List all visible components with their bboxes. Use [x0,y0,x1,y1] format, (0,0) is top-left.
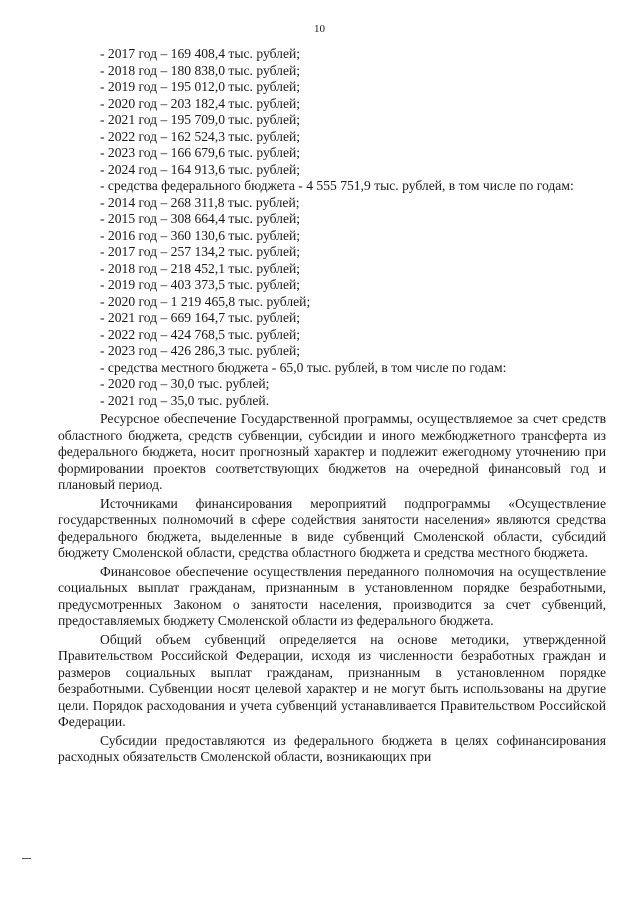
list-item: - 2020 год – 30,0 тыс. рублей; [100,376,270,391]
list-item: - 2019 год – 403 373,5 тыс. рублей; [100,277,301,292]
list-item: - 2014 год – 268 311,8 тыс. рублей; [100,194,300,210]
local-budget-intro: - средства местного бюджета - 65,0 тыс. рублей, в том числе по годам: [100,359,507,375]
list-item: - 2016 год – 360 130,6 тыс. рублей; [100,227,301,243]
paragraph-funding-sources: Источниками финансирования мероприятий подпрограммы «Осуществление государственных полномочий в сфере содействия занятости населения» являются средства федерального бюджета, выделенные в виде субвенций Смоленской области, субсидий бюджету Смоленской области, средства областного бюджета и средства местного бюджета. [58,495,606,560]
paragraph-resource-provision: Ресурсное обеспечение Государственной программы, осуществляемое за счет средств областного бюджета, средств субвенции, субсидии и иного межбюджетного трансферта из федерального бюджета, носит прогнозный характер и подлежит ежегодному уточнению при формировании проектов соответствующих бюджетов на очередной финансовый год и плановый период. [58,411,606,492]
scan-mark [22,858,31,859]
paragraph-financial-support: Финансовое обеспечение осуществления переданного полномочия на осуществление социальных выплат гражданам, признанным в установленном порядке безработными, предусмотренных Законом о занятости населения, производится за счет субвенций, предоставляемых бюджету Смоленской области из федерального бюджета. [58,563,606,628]
list-item: - 2020 год – 1 219 465,8 тыс. рублей; [100,293,311,309]
list-item: - 2023 год – 166 679,6 тыс. рублей; [100,145,301,160]
list-item: - 2024 год – 164 913,6 тыс. рублей; [100,161,301,177]
list-item: - 2015 год – 308 664,4 тыс. рублей; [100,211,301,226]
regional-budget-list [58,46,606,178]
page-number: 10 [314,23,325,35]
list-item: - 2021 год – 35,0 тыс. рублей. [100,392,270,408]
document-body [58,46,606,766]
list-item: - 2023 год – 426 286,3 тыс. рублей; [100,343,301,358]
list-item: - 2018 год – 180 838,0 тыс. рублей; [100,62,301,78]
federal-budget-list [58,195,606,360]
list-item: - 2021 год – 195 709,0 тыс. рублей; [100,112,301,127]
local-budget-list [58,376,606,409]
paragraph-subvention-volume: Общий объем субвенций определяется на основе методики, утвержденной Правительством Российской Федерации, исходя из численности безработных граждан и размеров социальных выплат гражданам, признанным в установленном порядке безработными. Субвенции носят целевой характер и не могут быть использованы на другие цели. Порядок расходования и учета субвенций устанавливается Правительством Российской Федерации. [58,631,606,729]
list-item: - 2021 год – 669 164,7 тыс. рублей; [100,310,301,325]
list-item: - 2019 год – 195 012,0 тыс. рублей; [100,79,301,94]
paragraph-subsidies: Субсидии предоставляются из федерального бюджета в целях софинансирования расходных обязательств Смоленской области, возникающих при [58,732,606,764]
list-item: - 2017 год – 169 408,4 тыс. рублей; [100,46,301,61]
list-item: - 2020 год – 203 182,4 тыс. рублей; [100,95,301,111]
list-item: - 2018 год – 218 452,1 тыс. рублей; [100,260,301,276]
list-item: - 2017 год – 257 134,2 тыс. рублей; [100,244,301,259]
list-item: - 2022 год – 162 524,3 тыс. рублей; [100,128,301,144]
federal-budget-intro: - средства федерального бюджета - 4 555 751,9 тыс. рублей, в том числе по годам: [100,178,574,193]
list-item: - 2022 год – 424 768,5 тыс. рублей; [100,326,301,342]
